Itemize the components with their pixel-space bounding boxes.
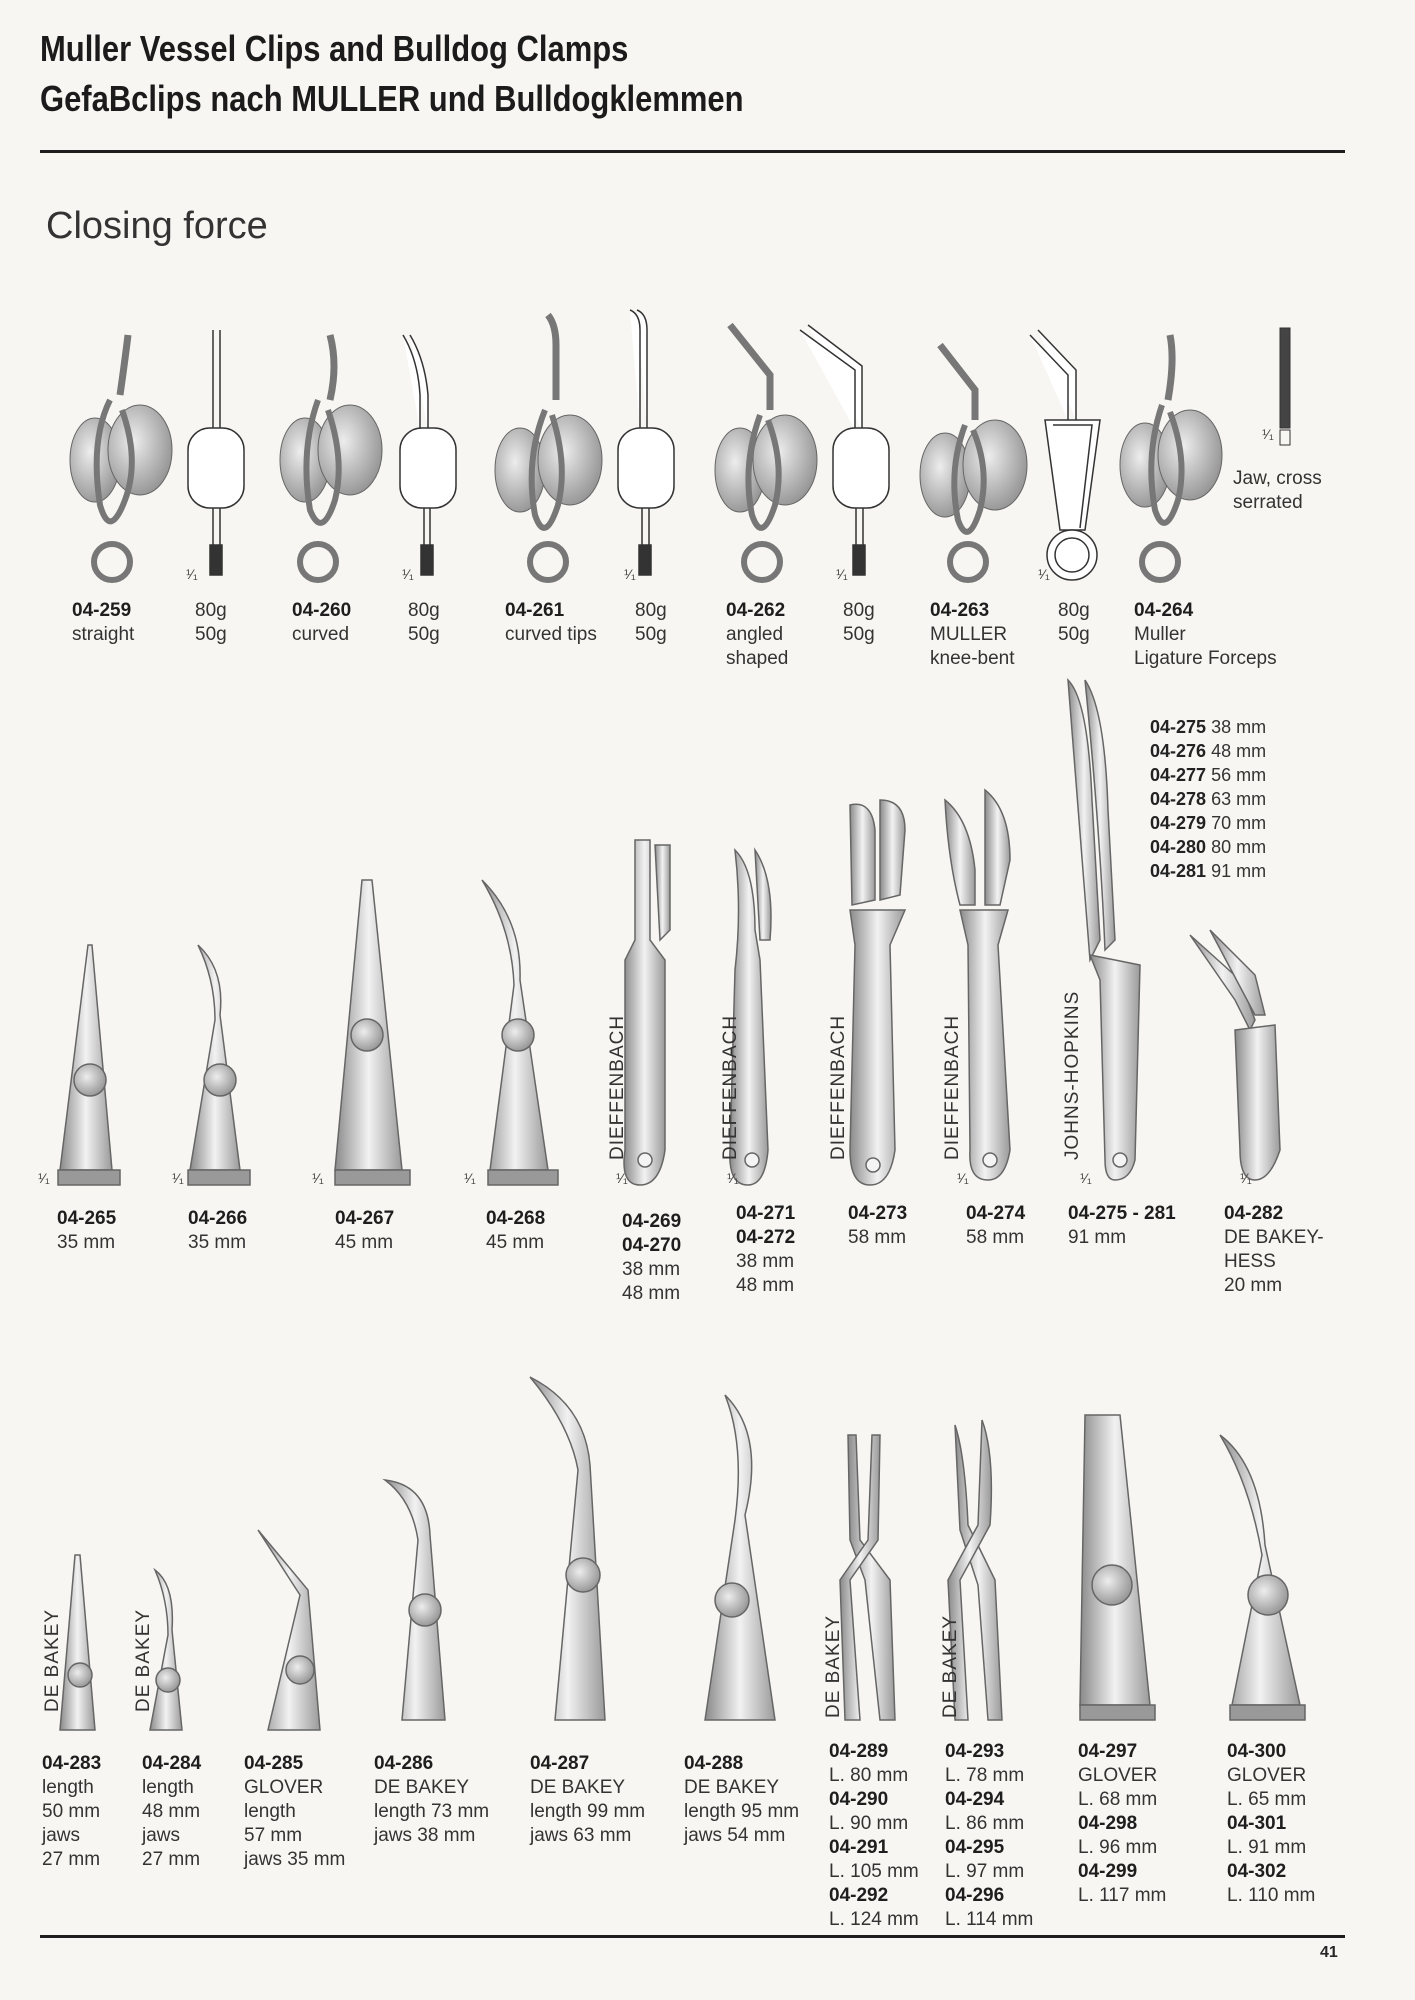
scale-mark: ¹⁄₁ (1080, 1170, 1092, 1186)
product-label-04-274: 04-274 58 mm (966, 1203, 1026, 1248)
clip-04-259-schematic (188, 330, 244, 575)
scale-mark: ¹⁄₁ (957, 1170, 969, 1186)
page-title-english: Muller Vessel Clips and Bulldog Clamps (40, 28, 629, 69)
row1-illustrations (0, 300, 1415, 600)
product-label-04-285: 04-285 GLOVER length 57 mm jaws 35 mm (244, 1753, 346, 1870)
clamp-04-265-drawing (58, 945, 120, 1185)
product-label-04-263: 04-263 MULLER knee-bent (930, 600, 1015, 669)
jaw-note: Jaw, cross serrated (1233, 468, 1322, 513)
page-title-german: GefaBclips nach MULLER und Bulldogklemmen (40, 78, 744, 119)
vertical-label-dieffenbach: DIEFFENBACH (720, 1014, 741, 1160)
vertical-label-dieffenbach: DIEFFENBACH (607, 1014, 628, 1160)
product-label-04-286: 04-286 DE BAKEY length 73 mm jaws 38 mm (374, 1753, 490, 1846)
vertical-label-de-bakey: DE BAKEY (940, 1614, 961, 1718)
product-label-04-282: 04-282 DE BAKEY- HESS 20 mm (1224, 1203, 1324, 1296)
closing-force-04-263: 80g 50g (1058, 600, 1090, 645)
clip-04-261-schematic (618, 310, 674, 575)
scale-mark: ¹⁄₁ (312, 1170, 324, 1186)
closing-force-04-259: 80g 50g (195, 600, 227, 645)
scale-mark: ¹⁄₁ (38, 1170, 50, 1186)
clip-04-262-drawing (715, 325, 817, 580)
clamp-04-269-drawing (624, 840, 670, 1185)
vertical-label-dieffenbach: DIEFFENBACH (828, 1014, 849, 1160)
scale-mark: ¹⁄₁ (172, 1170, 184, 1186)
product-label-04-287: 04-287 DE BAKEY length 99 mm jaws 63 mm (530, 1753, 646, 1846)
clip-04-260-schematic (400, 335, 456, 575)
clip-04-261-drawing (495, 315, 602, 580)
vertical-label-dieffenbach: DIEFFENBACH (942, 1014, 963, 1160)
row2-illustrations (0, 680, 1415, 1200)
product-label-04-268: 04-268 45 mm (486, 1208, 546, 1253)
scale-mark: ¹⁄₁ (464, 1170, 476, 1186)
scale-mark: ¹⁄₁ (616, 1170, 628, 1186)
product-label-04-266: 04-266 35 mm (188, 1208, 248, 1253)
scale-mark: ¹⁄₁ (836, 566, 848, 582)
closing-force-04-262: 80g 50g (843, 600, 875, 645)
product-label-04-283: 04-283 length 50 mm jaws 27 mm (42, 1753, 102, 1870)
clamp-04-268-drawing (482, 880, 558, 1185)
clamp-04-273-drawing (850, 800, 905, 1185)
scale-mark: ¹⁄₁ (1038, 566, 1050, 582)
page-number: 41 (1320, 1944, 1338, 1961)
jaw-serration-detail (1280, 328, 1290, 445)
header-divider (40, 150, 1345, 153)
clamp-04-285-drawing (258, 1530, 320, 1730)
clamp-04-288-drawing (705, 1395, 775, 1720)
product-label-04-260: 04-260 curved (292, 600, 352, 645)
scale-mark: ¹⁄₁ (402, 566, 414, 582)
clamp-04-282-drawing (1190, 930, 1280, 1180)
row3-illustrations (0, 1375, 1415, 1755)
scale-mark: ¹⁄₁ (1262, 426, 1274, 442)
clamp-04-297-drawing (1080, 1415, 1155, 1720)
footer-divider (40, 1935, 1345, 1938)
product-label-04-297-299: 04-297 GLOVER L. 68 mm 04-298 L. 96 mm 04-299 L. 117 mm (1078, 1741, 1167, 1906)
product-label-04-261: 04-261 curved tips (505, 600, 597, 645)
closing-force-04-261: 80g 50g (635, 600, 667, 645)
clamp-04-289-drawing (840, 1435, 895, 1720)
clamp-04-300-drawing (1220, 1435, 1305, 1720)
clamp-04-287-drawing (530, 1377, 605, 1720)
clamp-04-283-drawing (60, 1555, 95, 1730)
product-label-04-265: 04-265 35 mm (57, 1208, 117, 1253)
scale-mark: ¹⁄₁ (624, 566, 636, 582)
product-label-04-275-281: 04-275 - 281 91 mm (1068, 1203, 1176, 1248)
vertical-label-johns-hopkins: JOHNS-HOPKINS (1062, 990, 1083, 1160)
clamp-04-286-drawing (385, 1480, 445, 1720)
clip-04-260-drawing (280, 335, 382, 580)
product-label-04-264: 04-264 Muller Ligature Forceps (1134, 600, 1277, 669)
scale-mark: ¹⁄₁ (186, 566, 198, 582)
clamp-04-266-drawing (188, 945, 250, 1185)
scale-mark: ¹⁄₁ (1240, 1170, 1252, 1186)
product-label-04-273: 04-273 58 mm (848, 1203, 908, 1248)
product-label-04-267: 04-267 45 mm (335, 1208, 395, 1253)
product-label-04-300-302: 04-300 GLOVER L. 65 mm 04-301 L. 91 mm 04-302 L. 110 mm (1227, 1741, 1316, 1906)
vertical-label-de-bakey: DE BAKEY (42, 1608, 63, 1712)
product-label-04-289-292: 04-289 L. 80 mm 04-290 L. 90 mm 04-291 L. 105 mm 04-292 L. 124 mm (829, 1741, 919, 1930)
product-label-04-288: 04-288 DE BAKEY length 95 mm jaws 54 mm (684, 1753, 800, 1846)
clamp-04-267-drawing (335, 880, 410, 1185)
product-label-04-293-296: 04-293 L. 78 mm 04-294 L. 86 mm 04-295 L. 97 mm 04-296 L. 114 mm (945, 1741, 1034, 1930)
johns-hopkins-sizes-list: 04-275 38 mm 04-276 48 mm 04-277 56 mm 04-278 63 mm 04-279 70 mm 04-280 80 mm 04-281 91 mm (1150, 717, 1267, 881)
clip-04-263-schematic (1030, 330, 1100, 580)
scale-mark: ¹⁄₁ (727, 1170, 739, 1186)
vertical-label-de-bakey: DE BAKEY (823, 1614, 844, 1718)
product-label-04-269: 04-269 04-270 38 mm 48 mm (622, 1211, 682, 1304)
clip-04-259-drawing (70, 335, 172, 580)
clip-04-263-drawing (920, 345, 1027, 580)
vertical-label-de-bakey: DE BAKEY (133, 1608, 154, 1712)
closing-force-04-260: 80g 50g (408, 600, 440, 645)
product-label-04-284: 04-284 length 48 mm jaws 27 mm (142, 1753, 202, 1870)
section-heading: Closing force (46, 205, 268, 247)
clip-04-264-drawing (1120, 335, 1222, 580)
product-label-04-271: 04-271 04-272 38 mm 48 mm (736, 1203, 796, 1296)
product-label-04-259: 04-259 straight (72, 600, 135, 645)
product-label-04-262: 04-262 angled shaped (726, 600, 789, 669)
